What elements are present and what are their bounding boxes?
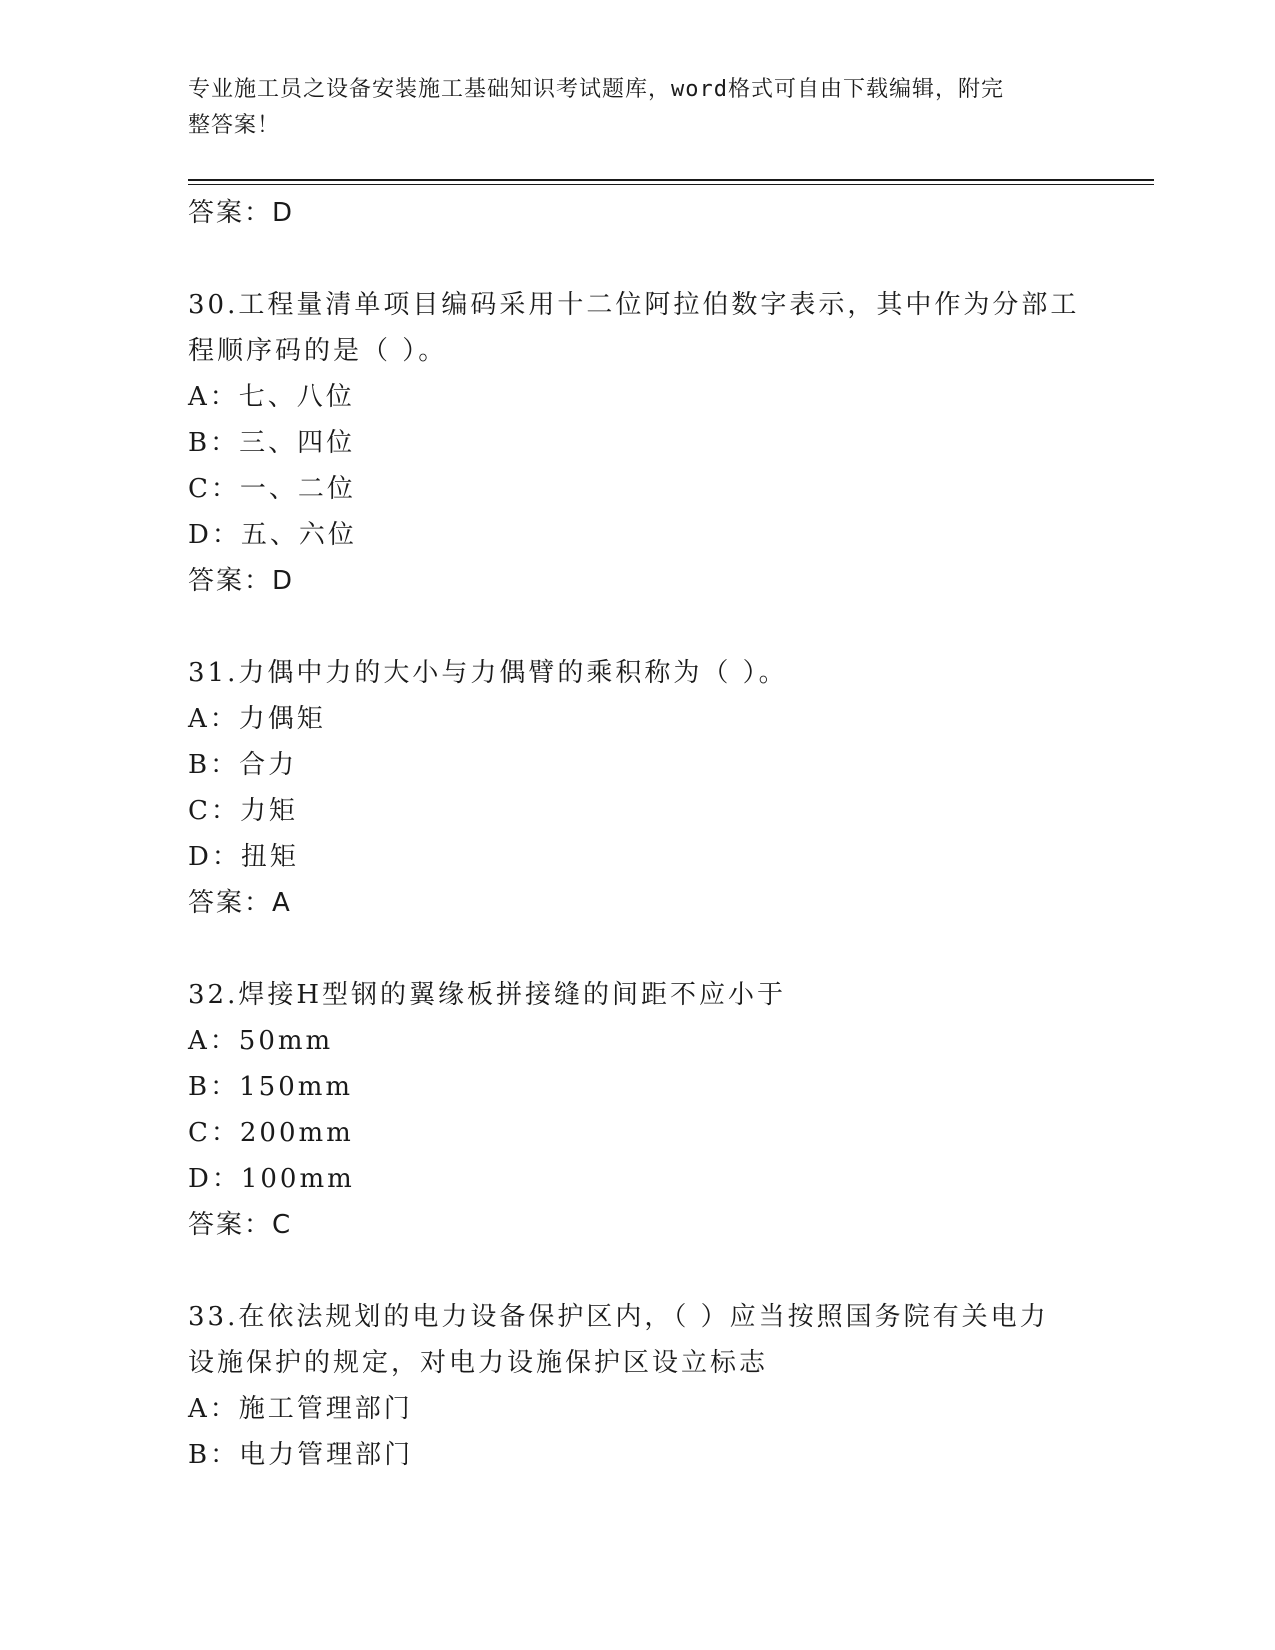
spacer	[188, 926, 1088, 972]
option-b: B：三、四位	[188, 428, 356, 458]
option-d: D：100mm	[188, 1164, 355, 1194]
option-a: A：七、八位	[188, 382, 355, 412]
question-stem-line: 设施保护的规定，对电力设施保护区设立标志	[188, 1348, 769, 1378]
option-c: C：200mm	[188, 1118, 354, 1148]
option-a: A：施工管理部门	[188, 1394, 413, 1424]
header-line-1: 专业施工员之设备安装施工基础知识考试题库，word格式可自由下载编辑，附完	[188, 77, 1004, 102]
header-divider-thick	[188, 179, 1154, 181]
answer: 答案：C	[188, 1210, 293, 1240]
question-stem-line: 程顺序码的是（ ）。	[188, 336, 448, 366]
option-a: A：50mm	[188, 1026, 334, 1056]
answer: 答案：D	[188, 566, 295, 596]
answer: 答案：A	[188, 888, 292, 918]
page-header	[188, 72, 1088, 144]
spacer	[188, 1248, 1088, 1294]
question-31	[188, 650, 1088, 926]
question-stem-line: 30.工程量清单项目编码采用十二位阿拉伯数字表示，其中作为分部工	[188, 290, 1080, 320]
question-stem-line: 32.焊接H型钢的翼缘板拼接缝的间距不应小于	[188, 980, 787, 1010]
option-b: B：150mm	[188, 1072, 354, 1102]
question-stem-line: 33.在依法规划的电力设备保护区内，（ ）应当按照国务院有关电力	[188, 1302, 1049, 1332]
option-d: D：五、六位	[188, 520, 357, 550]
header-divider-thin	[188, 184, 1154, 185]
question-30	[188, 282, 1088, 604]
option-a: A：力偶矩	[188, 704, 326, 734]
option-b: B：合力	[188, 750, 298, 780]
spacer	[188, 604, 1088, 650]
question-33	[188, 1294, 1088, 1478]
option-c: C：一、二位	[188, 474, 356, 504]
option-b: B：电力管理部门	[188, 1440, 414, 1470]
question-stem-line: 31.力偶中力的大小与力偶臂的乘积称为（ ）。	[188, 658, 788, 688]
question-32	[188, 972, 1088, 1248]
question-list	[188, 190, 1088, 1478]
option-d: D：扭矩	[188, 842, 299, 872]
spacer	[188, 236, 1088, 282]
header-line-2: 整答案！	[188, 113, 281, 138]
option-c: C：力矩	[188, 796, 298, 826]
previous-answer: 答案：D	[188, 198, 295, 228]
